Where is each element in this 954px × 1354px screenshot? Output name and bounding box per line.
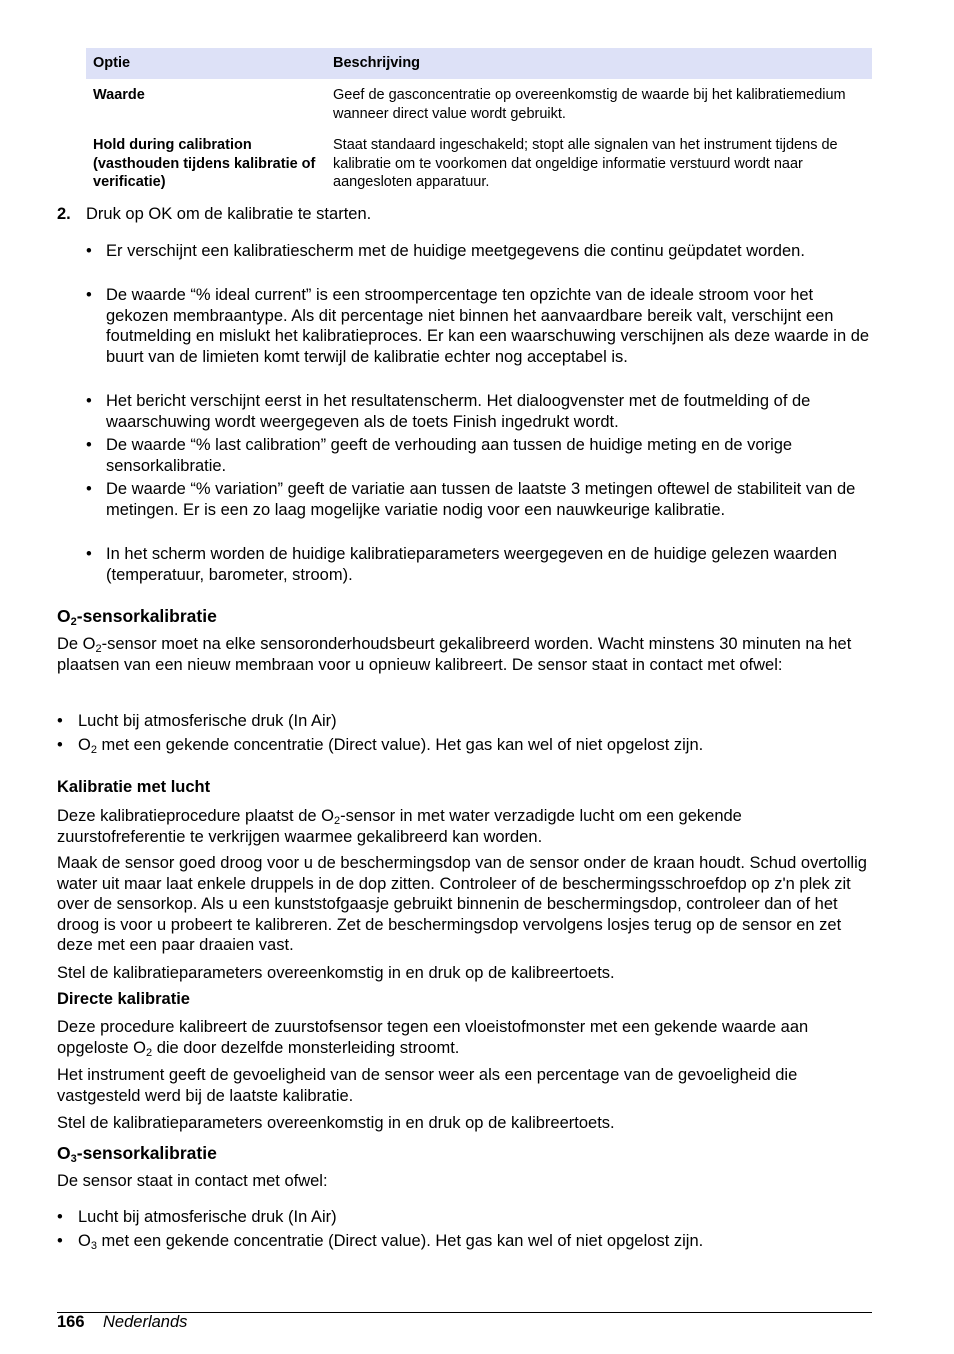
direct-paragraph: Deze procedure kalibreert de zuurstofsensor tegen een vloeistofmonster met een gekende waarde aan opgeloste $O_2$ die door dezelfde monsterleiding stroomt. (57, 1018, 809, 1059)
bullet-icon: • (86, 480, 92, 498)
air-paragraph: Maak de sensor goed droog voor u de beschermingsdop van de sensor onder de kraan houdt. Schud overtollig water uit maar laat enkele druppels in de dop zitten. Controleer of de beschermingsschroefdop op z'n plek zit over de sensorkop. Als u een kunststofgaasje gebruikt binnenin de beschermingsdop, controleer dan of het droog is voor u probeert te kalibreren. Zet de beschermingsdop vervolgens losjes terug op de sensor en zet deze met een paar draaien vast. (57, 854, 867, 954)
table-row (86, 79, 872, 129)
section-title-o3: $O_3$-sensorkalibratie (57, 1143, 217, 1165)
list-item-text: Het bericht verschijnt eerst in het resultatenscherm. Het dialoogvenster met de foutmelding of de waarschuwing wordt weergegeven als de toets Finish ingedrukt wordt. (106, 392, 811, 431)
list-item-text: De waarde “% ideal current” is een stroompercentage ten opzichte van de ideale stroom voor het gekozen membraantype. Als dit percentage niet binnen het aanvaardbare bereik valt, verschijnt een foutmelding en mislukt het kalibratieproces. Er kan een waarschuwing verschijnen als deze waarde in de buurt van de limieten komt terwijl de kalibratie echter nog acceptabel is. (106, 286, 870, 366)
bullet-icon: • (86, 436, 92, 454)
direct-paragraph: Het instrument geeft de gevoeligheid van de sensor weer als een percentage van de gevoeligheid die vastgesteld werd bij de laatste kalibratie. (57, 1066, 798, 1105)
bullet-icon: • (86, 545, 92, 563)
list-item-text: Lucht bij atmosferische druk (In Air) (78, 712, 337, 730)
o2-intro: De $O_2$-sensor moet na elke sensoronderhoudsbeurt gekalibreerd worden. Wacht minstens 30 minuten na het plaatsen van een nieuw membraan voor u opnieuw kalibreert. De sensor staat in contact met ofwel: (57, 635, 852, 674)
step-text: Druk op OK om de kalibratie te starten. (86, 205, 372, 223)
list-item-text: $O_3$ met een gekende concentratie (Direct value). Het gas kan wel of niet opgelost zijn. (78, 1232, 704, 1252)
air-paragraph: Deze kalibratieprocedure plaatst de $O_2$-sensor in met water verzadigde lucht om een gekende zuurstofreferentie te verkrijgen waarmee gekalibreerd kan worden. (57, 807, 742, 846)
o3-intro: De sensor staat in contact met ofwel: (57, 1172, 328, 1190)
header-description: Beschrijving (333, 55, 421, 71)
table-header (86, 48, 872, 79)
options-table (86, 48, 872, 199)
row-option: Waarde (93, 87, 145, 103)
bullet-icon: • (57, 736, 63, 754)
list-item-text: De waarde “% variation” geeft de variatie aan tussen de laatste 3 metingen oftewel de stabiliteit van de metingen. Er is een zo laag mogelijke variatie nodig voor een nauwkeurige kalibratie. (106, 480, 856, 519)
row-description: Geef de gasconcentratie op overeenkomstig de waarde bij het kalibratiemedium wanneer direct value wordt gebruikt. (333, 87, 846, 122)
air-paragraph: Stel de kalibratieparameters overeenkomstig in en druk op de kalibreertoets. (57, 964, 615, 982)
step-number: 2. (57, 205, 71, 223)
footer-language: Nederlands (103, 1313, 188, 1331)
page-number: 166 (57, 1313, 85, 1331)
subsection-title-direct: Directe kalibratie (57, 990, 190, 1008)
bullet-icon: • (57, 1232, 63, 1250)
list-item-text: $O_2$ met een gekende concentratie (Direct value). Het gas kan wel of niet opgelost zijn. (78, 736, 704, 756)
row-description: Staat standaard ingeschakeld; stopt alle signalen van het instrument tijdens de kalibratie om te voorkomen dat ongeldige informatie verstuurd wordt naar aangesloten apparatuur. (333, 137, 838, 190)
bullet-icon: • (86, 392, 92, 410)
list-item-text: Er verschijnt een kalibratiescherm met de huidige meetgegevens die continu geüpdatet worden. (106, 242, 805, 260)
direct-paragraph: Stel de kalibratieparameters overeenkomstig in en druk op de kalibreertoets. (57, 1114, 615, 1132)
list-item-text: De waarde “% last calibration” geeft de verhouding aan tussen de huidige meting en de vorige sensorkalibratie. (106, 436, 793, 475)
section-title-o2: $O_2$-sensorkalibratie (57, 606, 217, 628)
header-option: Optie (93, 55, 131, 71)
subsection-title-air: Kalibratie met lucht (57, 778, 211, 796)
bullet-icon: • (86, 242, 92, 260)
table-row (86, 129, 872, 199)
list-item-text: Lucht bij atmosferische druk (In Air) (78, 1208, 337, 1226)
bullet-icon: • (86, 286, 92, 304)
list-item-text: In het scherm worden de huidige kalibratieparameters weergegeven en de huidige gelezen waarden (temperatuur, barometer, stroom). (106, 545, 838, 584)
row-option: Hold during calibration (vasthouden tijdens kalibratie of verificatie) (93, 137, 316, 190)
bullet-icon: • (57, 1208, 63, 1226)
bullet-icon: • (57, 712, 63, 730)
